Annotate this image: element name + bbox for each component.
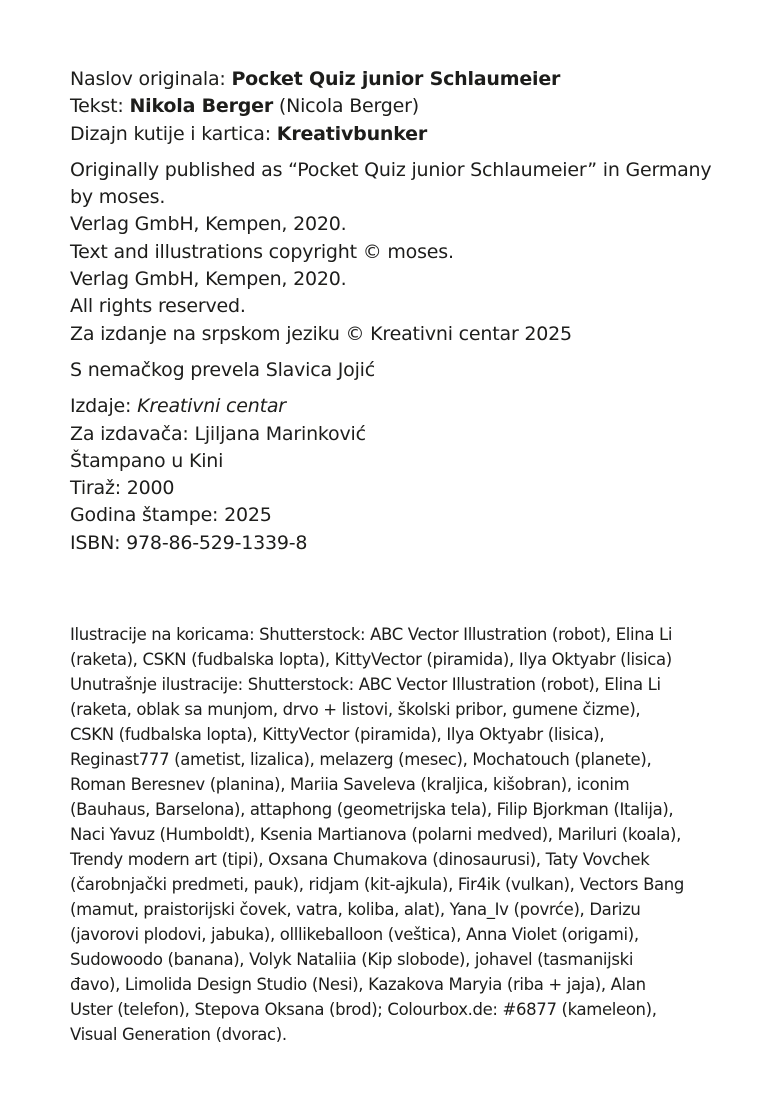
- credits-line: Sudowoodo (banana), Volyk Nataliia (Kip slobode), johavel (tasmanijski: [70, 950, 634, 969]
- credits-line: Uster (telefon), Stepova Oksana (brod); Colourbox.de: #6877 (kameleon),: [70, 1000, 657, 1019]
- copyright-line: Za izdanje na srpskom jeziku © Kreativni centar 2025: [70, 322, 572, 345]
- credits-line: (raketa), CSKN (fudbalska lopta), KittyVector (piramida), Ilya Oktyabr (lisica): [70, 650, 672, 669]
- spacer: [70, 348, 750, 357]
- imprint-line: Tiraž: 2000: [70, 477, 175, 500]
- credits-line: (Bauhaus, Barselona), attaphong (geometrijska tela), Filip Bjorkman (Italija),: [70, 800, 674, 819]
- imprint-line: Za izdavača: Ljiljana Marinković: [70, 422, 366, 445]
- credits-line: (javorovi plodovi, jabuka), olllikeballoon (veštica), Anna Violet (origami),: [70, 925, 639, 944]
- credits-line: (čarobnjački predmeti, pauk), ridjam (kit-ajkula), Fir4ik (vulkan), Vectors Bang: [70, 875, 685, 894]
- copyright-line: Verlag GmbH, Kempen, 2020.: [70, 213, 347, 236]
- translator-line: S nemačkog prevela Slavica Jojić: [70, 358, 375, 381]
- credits-line: Ilustracije na koricama: Shutterstock: ABC Vector Illustration (robot), Elina Li: [70, 625, 673, 644]
- copyright-line: All rights reserved.: [70, 295, 246, 318]
- illustration-credits: [70, 622, 760, 1047]
- credits-line: (mamut, praistorijski čovek, vatra, koliba, alat), Yana_Iv (povrće), Darizu: [70, 900, 641, 919]
- credits-line: Unutrašnje ilustracije: Shutterstock: ABC Vector Illustration (robot), Elina Li: [70, 675, 661, 694]
- design-value: Kreativbunker: [276, 122, 428, 145]
- original-title: Pocket Quiz junior Schlaumeier: [231, 68, 561, 90]
- text-author: Nikola Berger: [129, 95, 274, 118]
- credits-line: CSKN (fudbalska lopta), KittyVector (piramida), Ilya Oktyabr (lisica),: [70, 725, 605, 744]
- spacer: [70, 384, 750, 393]
- text-author-line: [70, 93, 750, 120]
- publisher-label: Izdaje:: [70, 395, 138, 418]
- original-title-line: [70, 66, 750, 93]
- spacer: [70, 148, 750, 157]
- credits-line: Naci Yavuz (Humboldt), Ksenia Martianova (polarni medved), Mariluri (koala),: [70, 825, 681, 844]
- copyright-block: [70, 157, 750, 348]
- translation-block: [70, 357, 750, 384]
- design-label: Dizajn kutije i kartica:: [70, 122, 277, 145]
- credits-line: Reginast777 (ametist, lizalica), melazerg (mesec), Mochatouch (planete),: [70, 750, 652, 769]
- design-line: [70, 121, 750, 148]
- publisher-name: Kreativni centar: [137, 395, 286, 418]
- imprint-line: Godina štampe: 2025: [70, 504, 272, 527]
- publisher-block: [70, 393, 750, 557]
- credits-line: (raketa, oblak sa munjom, drvo + listovi, školski pribor, gumene čizme),: [70, 700, 641, 719]
- credits-line: Visual Generation (dvorac).: [70, 1025, 287, 1044]
- credits-line: Roman Beresnev (planina), Mariia Saveleva (kraljica, kišobran), iconim: [70, 775, 630, 794]
- original-title-label: Naslov originala:: [70, 68, 232, 90]
- copyright-line: Verlag GmbH, Kempen, 2020.: [70, 268, 347, 291]
- imprint-page: [70, 66, 750, 557]
- copyright-line: Originally published as “Pocket Quiz junior Schlaumeier” in Germany: [70, 158, 712, 181]
- credits-line: đavo), Limolida Design Studio (Nesi), Kazakova Maryia (riba + jaja), Alan: [70, 975, 646, 994]
- copyright-line: Text and illustrations copyright © moses.: [70, 240, 454, 263]
- publisher-line: [70, 393, 750, 420]
- copyright-line: by moses.: [70, 186, 166, 209]
- isbn-line: ISBN: 978-86-529-1339-8: [70, 531, 308, 554]
- credits-line: Trendy modern art (tipi), Oxsana Chumakova (dinosaurusi), Taty Vovchek: [70, 850, 650, 869]
- text-author-original: (Nicola Berger): [273, 95, 419, 118]
- imprint-line: Štampano u Kini: [70, 449, 224, 472]
- text-label: Tekst:: [70, 95, 130, 118]
- header-block: [70, 66, 750, 148]
